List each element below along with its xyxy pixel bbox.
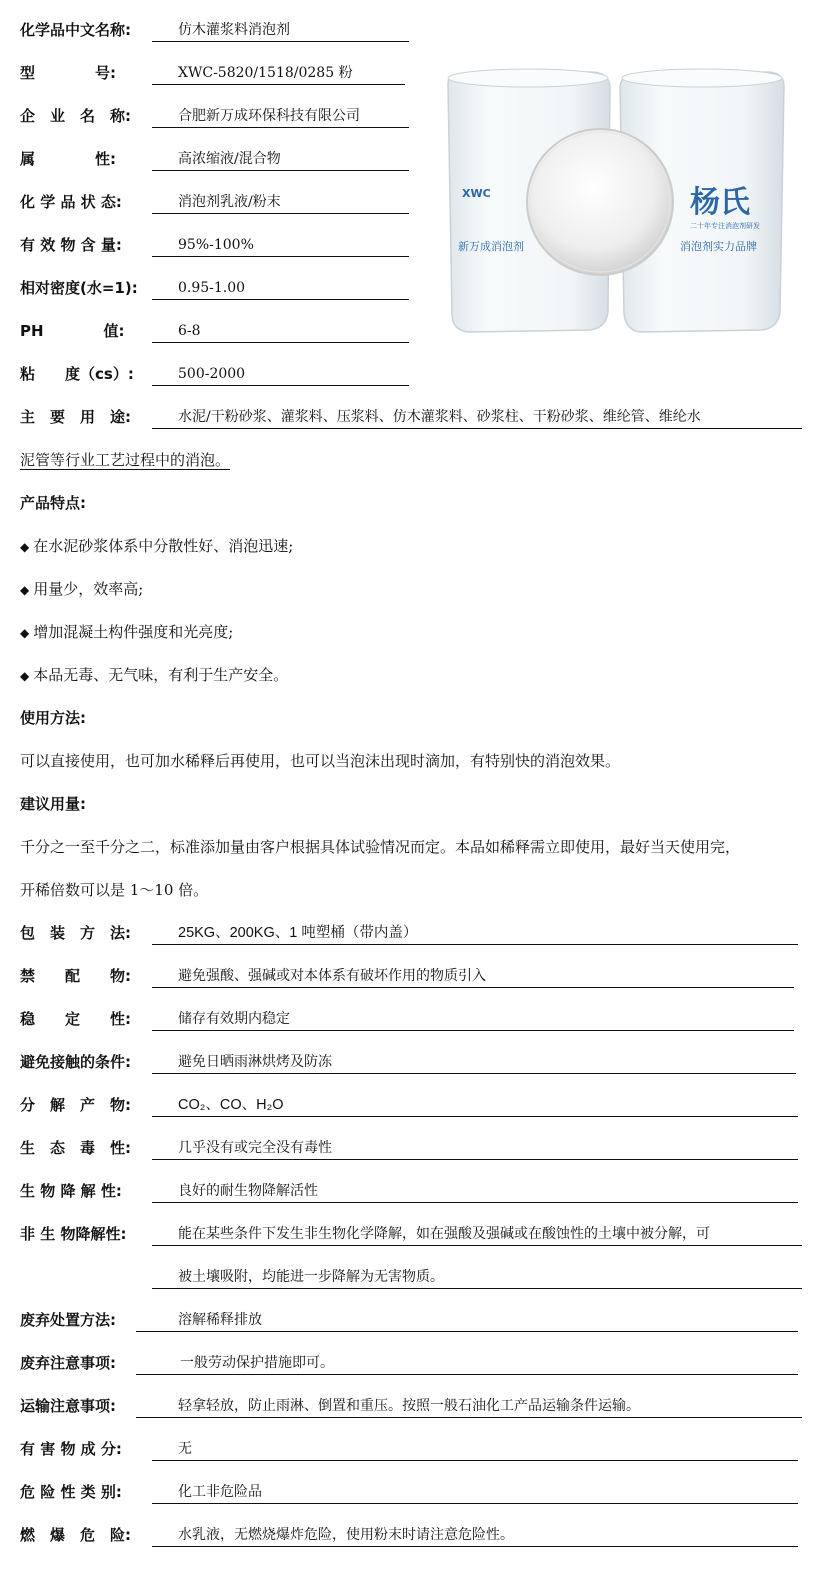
detail-label: 稳 定 性: bbox=[20, 1010, 131, 1028]
disposal-label: 废弃处置方法: bbox=[20, 1311, 116, 1329]
hazard-value: 无 bbox=[152, 1437, 798, 1461]
spec-row-model bbox=[20, 61, 420, 85]
brand-text-right: 消泡剂实力品牌 bbox=[680, 240, 757, 253]
detail-row-ecotoxicity bbox=[20, 1136, 810, 1160]
abiotic-row-continued bbox=[20, 1265, 810, 1289]
detail-row-biodegradability bbox=[20, 1179, 810, 1203]
hazard-value: 化工非危险品 bbox=[152, 1480, 798, 1504]
product-image bbox=[440, 62, 795, 352]
method-heading: 使用方法: bbox=[20, 709, 86, 727]
spec-row-state bbox=[20, 190, 420, 214]
disposal-value: 溶解稀释排放 bbox=[136, 1308, 798, 1332]
spec-label: 有 效 物 含 量: bbox=[20, 236, 122, 254]
spec-value: 高浓缩液/混合物 bbox=[152, 147, 409, 171]
spec-label: 化学品中文名称: bbox=[20, 21, 131, 39]
feature-item: ◆ 增加混凝土构件强度和光亮度; bbox=[20, 623, 234, 641]
transport-label: 运输注意事项: bbox=[20, 1397, 116, 1415]
detail-value: 避免强酸、强碱或对本体系有破坏作用的物质引入 bbox=[152, 964, 794, 988]
spec-row-density bbox=[20, 276, 420, 300]
spec-row-property bbox=[20, 147, 420, 171]
spec-value: 仿木灌浆料消泡剂 bbox=[152, 18, 409, 42]
brand-tagline: 二十年专注消泡剂研发 bbox=[690, 222, 760, 230]
transport-row bbox=[20, 1394, 810, 1418]
hazard-row-category bbox=[20, 1480, 810, 1504]
brand-logo-left: XWC bbox=[462, 187, 491, 200]
dosage-line1: 千分之一至千分之二，标准添加量由客户根据具体试验情况而定。本品如稀释需立即使用，最好当天使用完， bbox=[20, 838, 741, 856]
hazard-row-explosion bbox=[20, 1523, 810, 1547]
detail-label: 生 态 毒 性: bbox=[20, 1139, 131, 1157]
abiotic-row bbox=[20, 1222, 810, 1246]
hazard-label: 危 险 性 类 别: bbox=[20, 1483, 122, 1501]
feature-item: ◆ 本品无毒、无气味，有利于生产安全。 bbox=[20, 666, 289, 684]
detail-row-avoid bbox=[20, 1050, 810, 1074]
spec-value: 合肥新万成环保科技有限公司 bbox=[152, 104, 409, 128]
diamond-bullet-icon: ◆ bbox=[20, 669, 30, 683]
detail-value: 25KG、200KG、1 吨塑桶（带内盖） bbox=[152, 921, 798, 945]
spec-row-name bbox=[20, 18, 420, 42]
hazard-label: 有 害 物 成 分: bbox=[20, 1440, 122, 1458]
abiotic-label: 非 生 物降解性: bbox=[20, 1225, 127, 1243]
disposal-row-method bbox=[20, 1308, 810, 1332]
abiotic-line1: 能在某些条件下发生非生物化学降解，如在强酸及强碱或在酸蚀性的土壤中被分解，可 bbox=[152, 1222, 802, 1246]
diamond-bullet-icon: ◆ bbox=[20, 626, 30, 640]
usage-label: 主 要 用 途: bbox=[20, 408, 131, 426]
usage-line2: 泥管等行业工艺过程中的消泡。 bbox=[20, 451, 231, 469]
spec-label: 企 业 名 称: bbox=[20, 107, 131, 125]
feature-item: ◆ 用量少，效率高; bbox=[20, 580, 144, 598]
feature-item: ◆ 在水泥砂浆体系中分散性好、消泡迅速; bbox=[20, 537, 294, 555]
method-text: 可以直接使用，也可加水稀释后再使用，也可以当泡沫出现时滴加，有特别快的消泡效果。 bbox=[20, 752, 621, 770]
detail-value: 避免日晒雨淋烘烤及防冻 bbox=[152, 1050, 796, 1074]
spec-value: XWC-5820/1518/0285 粉 bbox=[152, 61, 405, 85]
detail-label: 避免接触的条件: bbox=[20, 1053, 131, 1071]
disposal-label: 废弃注意事项: bbox=[20, 1354, 116, 1372]
detail-label: 生 物 降 解 性: bbox=[20, 1182, 122, 1200]
usage-line1: 水泥/干粉砂浆、灌浆料、压浆料、仿木灌浆料、砂浆柱、干粉砂浆、维纶管、维纶水 bbox=[152, 405, 802, 429]
brand-text-left: 新万成消泡剂 bbox=[458, 240, 524, 253]
detail-value: CO₂、CO、H₂O bbox=[152, 1093, 798, 1117]
dosage-line2: 开稀倍数可以是 1～10 倍。 bbox=[20, 881, 209, 899]
diamond-bullet-icon: ◆ bbox=[20, 540, 30, 554]
spec-label: 型 号: bbox=[20, 64, 116, 82]
detail-value: 良好的耐生物降解活性 bbox=[152, 1179, 798, 1203]
transport-value: 轻拿轻放，防止雨淋、倒置和重压。按照一般石油化工产品运输条件运输。 bbox=[136, 1394, 802, 1418]
detail-value: 几乎没有或完全没有毒性 bbox=[152, 1136, 798, 1160]
detail-row-decomposition bbox=[20, 1093, 810, 1117]
detail-row-stability bbox=[20, 1007, 810, 1031]
disposal-row-notes bbox=[20, 1351, 810, 1375]
brand-logo-right: 杨氏 bbox=[690, 185, 750, 220]
spec-value: 6-8 bbox=[152, 319, 409, 343]
detail-row-incompatible bbox=[20, 964, 810, 988]
spec-row-content bbox=[20, 233, 420, 257]
detail-value: 储存有效期内稳定 bbox=[152, 1007, 794, 1031]
spec-label: 化 学 品 状 态: bbox=[20, 193, 122, 211]
hazard-label: 燃 爆 危 险: bbox=[20, 1526, 131, 1544]
spec-value: 消泡剂乳液/粉末 bbox=[152, 190, 409, 214]
spec-row-company bbox=[20, 104, 420, 128]
hazard-row-components bbox=[20, 1437, 810, 1461]
dosage-heading: 建议用量: bbox=[20, 795, 86, 813]
spec-label: 相对密度(水=1): bbox=[20, 279, 138, 297]
spec-label: PH 值: bbox=[20, 322, 125, 340]
spec-value: 500-2000 bbox=[152, 362, 409, 386]
features-heading: 产品特点: bbox=[20, 494, 86, 512]
spec-label: 属 性: bbox=[20, 150, 116, 168]
spec-label: 粘 度（cs）: bbox=[20, 365, 134, 383]
spec-value: 95%-100% bbox=[152, 233, 409, 257]
spec-value: 0.95-1.00 bbox=[152, 276, 409, 300]
diamond-bullet-icon: ◆ bbox=[20, 583, 30, 597]
disposal-value: 一般劳动保护措施即可。 bbox=[136, 1351, 798, 1375]
detail-label: 禁 配 物: bbox=[20, 967, 131, 985]
detail-label: 分 解 产 物: bbox=[20, 1096, 131, 1114]
spec-row-ph bbox=[20, 319, 420, 343]
spec-row-viscosity bbox=[20, 362, 420, 386]
usage-row bbox=[20, 405, 810, 429]
hazard-value: 水乳液，无燃烧爆炸危险，使用粉末时请注意危险性。 bbox=[152, 1523, 798, 1547]
abiotic-line2: 被土壤吸附，均能进一步降解为无害物质。 bbox=[152, 1265, 802, 1289]
detail-row-packaging bbox=[20, 921, 810, 945]
detail-label: 包 装 方 法: bbox=[20, 924, 131, 942]
